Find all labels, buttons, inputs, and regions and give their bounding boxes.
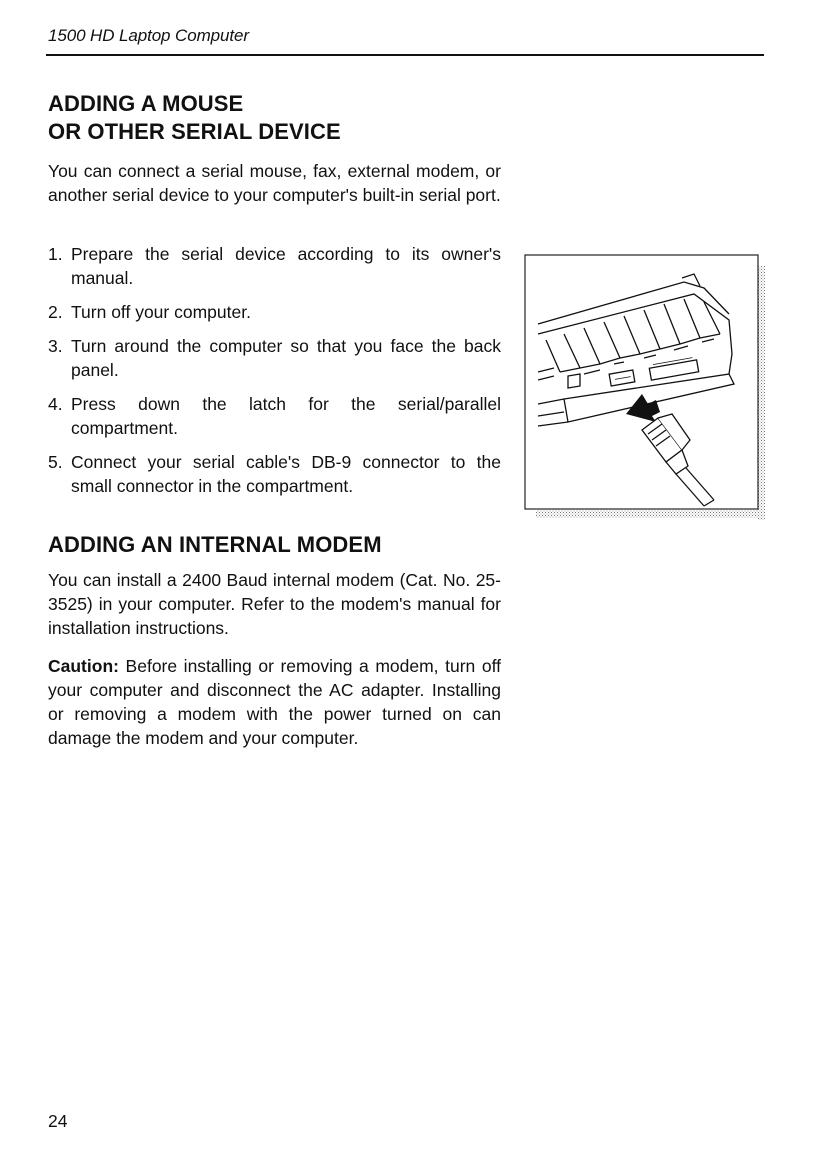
caution-label: Caution: [48, 656, 119, 676]
step-number: 2. [48, 302, 63, 322]
figure-shadow-bottom [536, 510, 765, 518]
heading-line-1: ADDING A MOUSE [48, 91, 244, 116]
step-number: 3. [48, 336, 63, 356]
header-rule [46, 54, 764, 56]
step-text: Prepare the serial device according to its owner's manual. [71, 244, 501, 288]
step-number: 5. [48, 452, 63, 472]
step-text: Press down the latch for the serial/parallel compartment. [71, 394, 501, 438]
step-text: Connect your serial cable's DB-9 connector to the small connector in the compartment. [71, 452, 501, 496]
step-number: 4. [48, 394, 63, 414]
figure-shadow-right [758, 266, 765, 520]
laptop-back-panel-drawing [524, 254, 766, 520]
serial-connection-illustration [524, 254, 766, 520]
step-item [48, 392, 501, 440]
section-heading-modem: ADDING AN INTERNAL MODEM [48, 532, 382, 557]
step-item [48, 450, 501, 498]
mouse-intro-paragraph: You can connect a serial mouse, fax, external modem, or another serial device to your computer's built-in serial port. [48, 161, 501, 205]
steps-list [48, 242, 501, 508]
figure-frame [525, 255, 758, 509]
running-header: 1500 HD Laptop Computer [48, 26, 249, 45]
heading-line-2: OR OTHER SERIAL DEVICE [48, 119, 341, 144]
step-item [48, 300, 501, 324]
step-item [48, 242, 501, 290]
caution-text: Before installing or removing a modem, turn off your computer and disconnect the AC adapter. Installing or removing a modem with the power turned on can damage the modem and your computer. [48, 656, 501, 748]
page-number: 24 [48, 1111, 68, 1131]
section-heading-mouse [48, 90, 341, 146]
step-text: Turn off your computer. [71, 302, 251, 322]
step-text: Turn around the computer so that you face the back panel. [71, 336, 501, 380]
step-item [48, 334, 501, 382]
modem-intro-paragraph: You can install a 2400 Baud internal modem (Cat. No. 25-3525) in your computer. Refer to the modem's manual for installation instructions. [48, 570, 501, 638]
caution-paragraph [48, 654, 501, 750]
step-number: 1. [48, 244, 63, 264]
